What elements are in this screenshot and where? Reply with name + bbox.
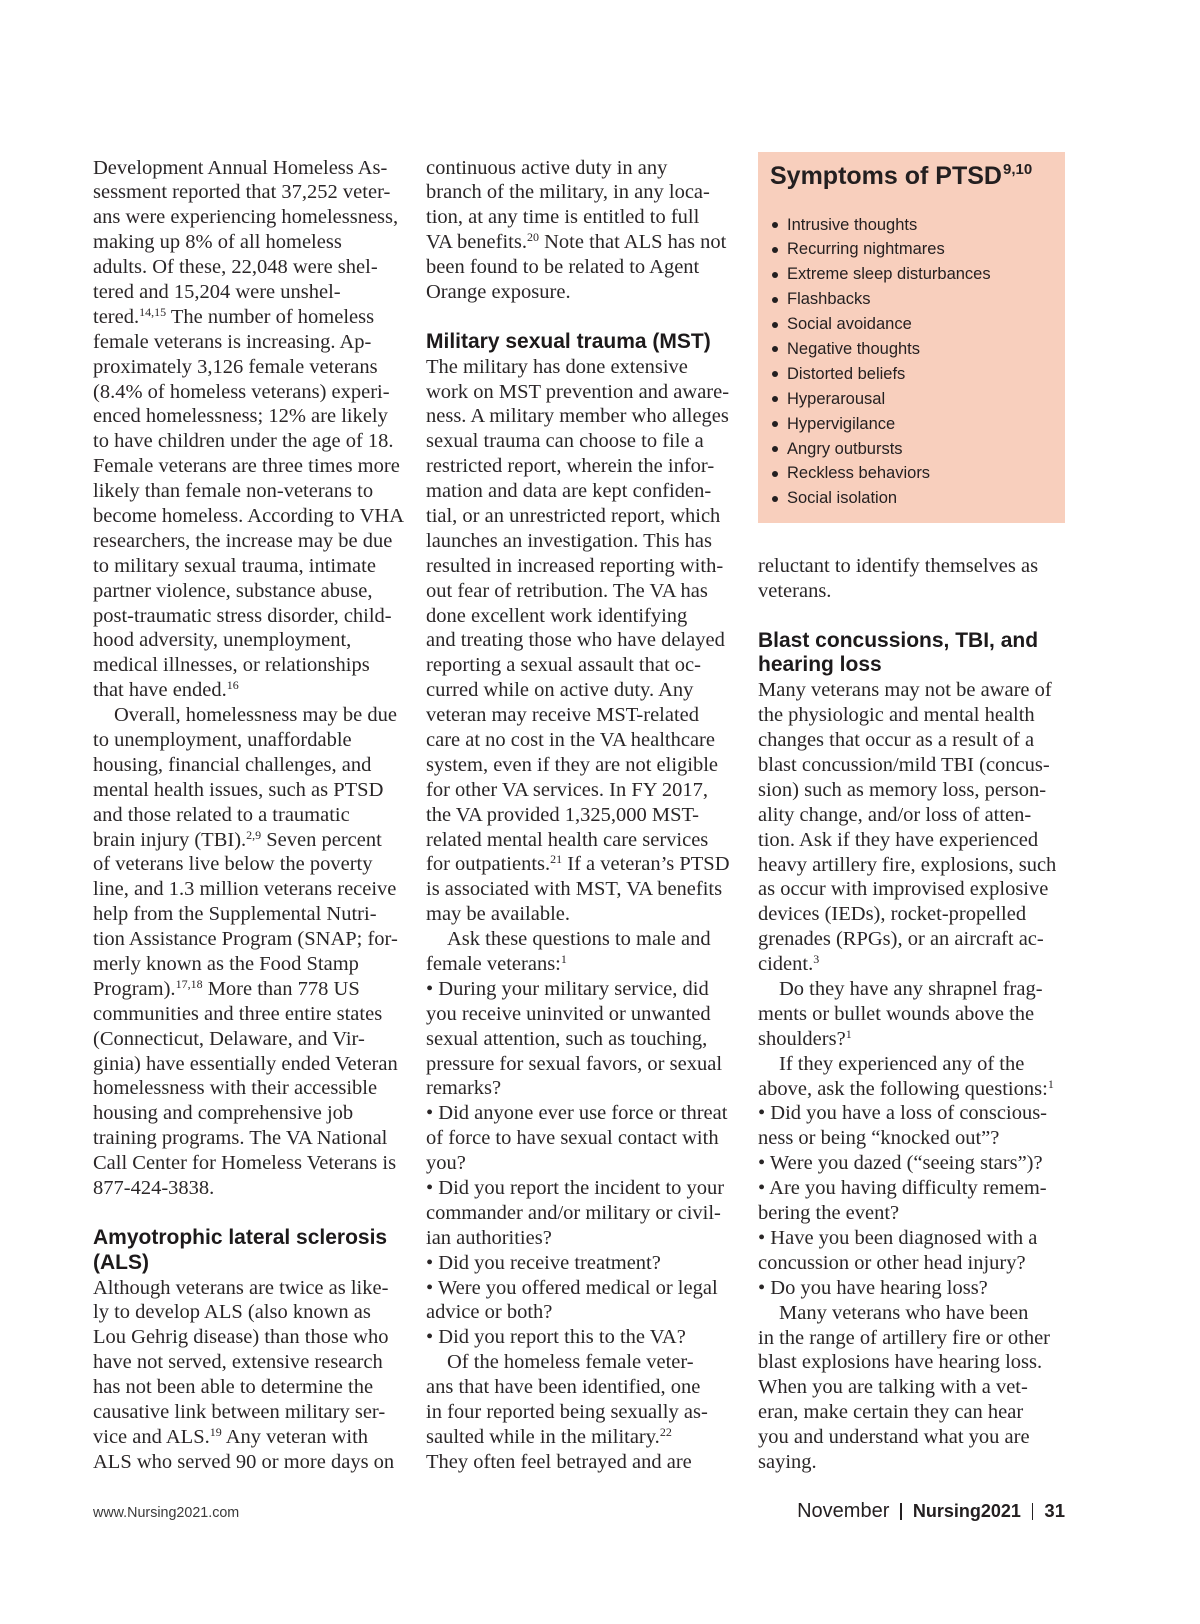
text-line: Overall, homelessness may be due <box>114 704 397 727</box>
text-line: Do they have any shrapnel frag- <box>779 978 1043 1001</box>
text-line: remarks? <box>426 1077 502 1100</box>
text-line: ments or bullet wounds above the <box>758 1002 1035 1025</box>
sidebar-title-text: Symptoms of PTSD <box>770 162 1002 190</box>
text-line: tial, or an unrestricted report, which <box>426 504 721 527</box>
question-item <box>426 1101 733 1176</box>
symptom-label: Intrusive thoughts <box>787 215 918 234</box>
question-item <box>426 977 733 1101</box>
text-line: of veterans live below the poverty <box>93 853 373 876</box>
text-line: sexual trauma can choose to file a <box>426 430 704 453</box>
text-line: • Were you dazed (“seeing stars”)? <box>758 1152 1043 1175</box>
text-line: tion Assistance Program (SNAP; for- <box>93 928 398 951</box>
text-line: Orange exposure. <box>426 280 571 303</box>
text-line: enced homelessness; 12% are likely <box>93 405 388 428</box>
text-line: eran, make certain they can hear <box>758 1401 1024 1424</box>
text-segment: More than 778 US <box>202 977 360 1000</box>
symptom-label: Social avoidance <box>787 315 912 334</box>
text-segment: cident. <box>758 953 814 976</box>
text-line: Lou Gehrig disease) than those who <box>93 1326 389 1349</box>
text-line: Development Annual Homeless As- <box>93 156 388 179</box>
question-item <box>758 1176 1065 1226</box>
question-item <box>426 1251 733 1276</box>
text-line: When you are talking with a vet- <box>758 1376 1028 1399</box>
paragraph <box>758 678 1065 977</box>
text-line: system, even if they are not eligible <box>426 753 719 776</box>
footer-month: November <box>797 1499 890 1522</box>
citation-superscript: 1 <box>1047 1076 1054 1091</box>
text-segment: Note that ALS has not <box>538 231 727 254</box>
bullet-icon <box>772 421 778 427</box>
question-item <box>758 1151 1065 1176</box>
blank-line <box>758 604 1065 629</box>
symptom-item <box>758 437 991 462</box>
blank-line <box>426 305 733 330</box>
text-line: out fear of retribution. The VA has <box>426 579 708 602</box>
text-line <box>426 230 733 255</box>
symptom-label: Hypervigilance <box>787 414 896 433</box>
text-line: blast concussion/mild TBI (concus- <box>758 754 1050 777</box>
text-line: Of the homeless female veter- <box>447 1351 694 1374</box>
text-line <box>758 1027 1065 1052</box>
text-line: changes that occur as a result of a <box>758 729 1035 752</box>
text-line: sexual attention, such as touching, <box>426 1027 708 1050</box>
text-line: commander and/or military or civil- <box>426 1201 721 1224</box>
text-line: likely than female non-veterans to <box>93 480 374 503</box>
text-segment: The number of homeless <box>166 305 375 328</box>
text-line: you and understand what you are <box>758 1426 1030 1449</box>
text-line <box>93 1425 400 1450</box>
question-item <box>758 1226 1065 1276</box>
citation-superscript: 19 <box>209 1424 222 1439</box>
text-line: ality change, and/or loss of atten- <box>758 803 1032 826</box>
text-line: has not been able to determine the <box>93 1376 374 1399</box>
citation-superscript: 2,9 <box>246 827 262 842</box>
text-line: Although veterans are twice as like- <box>93 1276 389 1299</box>
symptom-label: Recurring nightmares <box>787 240 945 259</box>
text-line <box>758 952 1065 977</box>
text-line: sessment reported that 37,252 veter- <box>93 181 391 204</box>
text-segment: VA benefits. <box>426 231 527 254</box>
text-line: tion. Ask if they have experienced <box>758 828 1039 851</box>
text-line: training programs. The VA National <box>93 1127 388 1150</box>
text-line: • Have you been diagnosed with a <box>758 1226 1038 1249</box>
bullet-icon <box>772 371 778 377</box>
citation-superscript: 16 <box>226 678 239 693</box>
question-item <box>758 1276 1065 1301</box>
text-line: for other VA services. In FY 2017, <box>426 778 709 801</box>
page-folio <box>797 1499 1065 1523</box>
symptom-label: Hyperarousal <box>787 389 886 408</box>
text-segment: tered. <box>93 305 140 328</box>
text-line: adults. Of these, 22,048 were shel- <box>93 256 378 279</box>
text-line: in four reported being sexually as- <box>426 1401 708 1424</box>
text-line: • During your military service, did <box>426 977 709 1000</box>
text-line <box>93 828 400 853</box>
text-line: restricted report, wherein the infor- <box>426 455 715 478</box>
text-line <box>93 678 400 703</box>
text-line: • Were you offered medical or legal <box>426 1276 718 1299</box>
text-line: Many veterans may not be aware of <box>758 679 1052 702</box>
paragraph <box>758 1301 1065 1475</box>
text-line: ness. A military member who alleges <box>426 405 729 428</box>
text-line: ness or being “knocked out”? <box>758 1127 1000 1150</box>
text-line: you? <box>426 1152 466 1175</box>
text-line: the VA provided 1,325,000 MST- <box>426 803 699 826</box>
symptom-item <box>758 237 991 262</box>
bullet-icon <box>772 346 778 352</box>
text-line: making up 8% of all homeless <box>93 231 342 254</box>
text-line: • Did you receive treatment? <box>426 1251 661 1274</box>
symptom-label: Negative thoughts <box>787 339 921 358</box>
text-column-2 <box>426 156 733 1475</box>
text-line: mation and data are kept confiden- <box>426 480 712 503</box>
citation-superscript: 17,18 <box>175 976 203 991</box>
text-line: and treating those who have delayed <box>426 629 725 652</box>
heading-line: Amyotrophic lateral sclerosis <box>93 1225 388 1249</box>
question-item <box>426 1325 733 1350</box>
text-line: • Are you having difficulty remem- <box>758 1177 1047 1200</box>
text-line: done excellent work identifying <box>426 604 688 627</box>
ptsd-symptoms-sidebar <box>758 152 1065 523</box>
text-line <box>426 952 733 977</box>
text-line: proximately 3,126 female veterans <box>93 355 378 378</box>
text-line: concussion or other head injury? <box>758 1251 1026 1274</box>
text-line: may be available. <box>426 903 571 926</box>
text-line: causative link between military ser- <box>93 1401 386 1424</box>
citation-superscript: 1 <box>845 1026 852 1041</box>
text-line: • Did you have a loss of conscious- <box>758 1102 1048 1125</box>
bullet-icon <box>772 446 778 452</box>
symptom-label: Social isolation <box>787 489 898 508</box>
symptom-item <box>758 262 991 287</box>
text-line: female veterans is increasing. Ap- <box>93 330 372 353</box>
bullet-icon <box>772 322 778 328</box>
text-line: to unemployment, unaffordable <box>93 728 352 751</box>
text-line: mental health issues, such as PTSD <box>93 778 384 801</box>
text-line <box>758 1077 1065 1102</box>
text-line: ans were experiencing homelessness, <box>93 206 399 229</box>
text-segment: If a veteran’s PTSD <box>562 853 730 876</box>
text-segment: female veterans: <box>426 953 561 975</box>
section-heading <box>93 1226 400 1276</box>
symptom-label: Distorted beliefs <box>787 364 906 383</box>
bullet-icon <box>772 247 778 253</box>
text-line: They often feel betrayed and are <box>426 1450 692 1473</box>
text-line: homelessness with their accessible <box>93 1077 378 1100</box>
text-segment: Any veteran with <box>221 1425 369 1448</box>
text-line: reporting a sexual assault that oc- <box>426 654 701 677</box>
text-line: devices (IEDs), rocket-propelled <box>758 903 1027 926</box>
text-segment: that have ended. <box>93 679 227 702</box>
symptom-item <box>758 486 991 511</box>
text-line: curred while on active duty. Any <box>426 679 694 702</box>
bullet-icon <box>772 396 778 402</box>
text-line: to have children under the age of 18. <box>93 430 394 453</box>
text-line: veterans. <box>758 579 832 602</box>
symptom-label: Angry outbursts <box>787 439 903 458</box>
question-item <box>426 1276 733 1326</box>
paragraph <box>426 156 733 305</box>
symptom-item <box>758 412 991 437</box>
text-line <box>93 305 400 330</box>
symptom-label: Flashbacks <box>787 290 871 309</box>
text-line: (8.4% of homeless veterans) experi- <box>93 380 390 403</box>
section-heading <box>758 629 1065 679</box>
text-line: advice or both? <box>426 1301 553 1324</box>
text-line <box>426 1425 733 1450</box>
text-line: tered and 15,204 were unshel- <box>93 280 341 303</box>
text-segment: saulted while in the military. <box>426 1425 660 1448</box>
bullet-icon <box>772 471 778 477</box>
text-line: (Connecticut, Delaware, and Vir- <box>93 1027 365 1050</box>
footer-divider <box>1032 1503 1034 1520</box>
heading-line: (ALS) <box>93 1250 149 1274</box>
citation-superscript: 14,15 <box>139 304 167 319</box>
symptom-item <box>758 461 991 486</box>
bullet-icon <box>772 222 778 228</box>
footer-divider <box>900 1503 902 1520</box>
citation-superscript: 1 <box>560 952 567 966</box>
text-line: as occur with improvised explosive <box>758 878 1049 901</box>
symptom-item <box>758 362 991 387</box>
text-line: post-traumatic stress disorder, child- <box>93 604 392 627</box>
text-line: heavy artillery fire, explosions, such <box>758 853 1057 876</box>
question-list <box>426 977 733 1350</box>
text-line: reluctant to identify themselves as <box>758 554 1039 577</box>
text-line: ALS who served 90 or more days on <box>93 1450 395 1473</box>
text-line: Many veterans who have been <box>779 1301 1029 1324</box>
text-line: Call Center for Homeless Veterans is <box>93 1152 397 1175</box>
text-line: help from the Supplemental Nutri- <box>93 903 377 926</box>
text-line: tion, at any time is entitled to full <box>426 206 700 229</box>
text-line: the physiologic and mental health <box>758 704 1035 727</box>
text-line: continuous active duty in any <box>426 156 668 179</box>
text-line: Ask these questions to male and <box>447 928 711 951</box>
text-line: medical illnesses, or relationships <box>93 654 370 677</box>
symptom-list <box>758 213 991 512</box>
text-line: work on MST prevention and aware- <box>426 380 730 403</box>
text-line: line, and 1.3 million veterans receive <box>93 878 397 901</box>
symptom-item <box>758 213 991 238</box>
text-line: housing and comprehensive job <box>93 1102 354 1125</box>
text-line: researchers, the increase may be due <box>93 529 393 552</box>
text-line: • Do you have hearing loss? <box>758 1276 988 1299</box>
footer-magazine: Nursing2021 <box>912 1500 1021 1521</box>
text-line: branch of the military, in any loca- <box>426 181 710 204</box>
text-line: • Did you report the incident to your <box>426 1177 725 1200</box>
text-line: grenades (RPGs), or an aircraft ac- <box>758 928 1044 951</box>
text-line: partner violence, substance abuse, <box>93 579 373 602</box>
paragraph <box>93 156 405 704</box>
citation-superscript: 22 <box>659 1424 672 1439</box>
text-segment: Program). <box>93 977 176 1000</box>
heading-line: Blast concussions, TBI, and <box>758 628 1039 652</box>
text-line: saying. <box>758 1450 817 1473</box>
text-line: resulted in increased reporting with- <box>426 554 724 577</box>
page-number: 31 <box>1044 1500 1065 1521</box>
text-line: blast explosions have hearing loss. <box>758 1351 1043 1374</box>
text-line: you receive uninvited or unwanted <box>426 1002 711 1025</box>
section-heading <box>426 330 733 355</box>
bullet-icon <box>772 272 778 278</box>
paragraph <box>426 355 733 927</box>
text-column-3 <box>758 554 1065 1475</box>
text-line: pressure for sexual favors, or sexual <box>426 1052 723 1075</box>
symptom-item <box>758 312 991 337</box>
text-segment: Seven percent <box>261 828 382 851</box>
text-line: 877-424-3838. <box>93 1177 215 1200</box>
heading-line: hearing loss <box>758 653 882 677</box>
symptom-item <box>758 287 991 312</box>
paragraph <box>758 554 1065 604</box>
text-line: housing, financial challenges, and <box>93 753 372 776</box>
text-segment: for outpatients. <box>426 853 551 876</box>
text-line: to military sexual trauma, intimate <box>93 554 376 577</box>
text-line: of force to have sexual contact with <box>426 1127 719 1150</box>
text-segment: above, ask the following questions: <box>758 1077 1048 1100</box>
text-column-1 <box>93 156 405 1475</box>
text-line: ans that have been identified, one <box>426 1376 701 1399</box>
text-segment: vice and ALS. <box>93 1425 210 1448</box>
citation-superscript: 20 <box>526 230 539 245</box>
blank-line <box>93 1201 400 1226</box>
text-line: ly to develop ALS (also known as <box>93 1301 371 1324</box>
bullet-icon <box>772 496 778 502</box>
question-item <box>426 1176 733 1251</box>
text-line: is associated with MST, VA benefits <box>426 878 723 901</box>
text-line: • Did anyone ever use force or threat <box>426 1102 728 1125</box>
text-line: ginia) have essentially ended Veteran <box>93 1052 398 1075</box>
symptom-item <box>758 337 991 362</box>
text-line: veteran may receive MST-related <box>426 704 700 727</box>
question-list <box>758 1101 1065 1300</box>
text-line: bering the event? <box>758 1202 900 1225</box>
text-line: in the range of artillery fire or other <box>758 1326 1050 1349</box>
text-line: • Did you report this to the VA? <box>426 1326 686 1349</box>
symptom-item <box>758 387 991 412</box>
citation-superscript: 3 <box>813 952 820 967</box>
text-line: sion) such as memory loss, person- <box>758 778 1047 801</box>
text-segment: brain injury (TBI). <box>93 828 247 851</box>
citation-superscript: 21 <box>550 852 563 867</box>
text-segment: shoulders? <box>758 1027 846 1050</box>
text-line: ian authorities? <box>426 1226 552 1249</box>
paragraph <box>93 1276 400 1475</box>
paragraph <box>758 1052 1065 1102</box>
symptom-label: Reckless behaviors <box>787 464 931 483</box>
footer-website: www.Nursing2021.com <box>93 1505 240 1521</box>
text-line <box>426 852 733 877</box>
text-line: been found to be related to Agent <box>426 256 700 279</box>
citation-superscript: 9,10 <box>1002 161 1033 178</box>
bullet-icon <box>772 297 778 303</box>
text-line: communities and three entire states <box>93 1002 383 1025</box>
text-line: care at no cost in the VA healthcare <box>426 728 715 751</box>
text-line: Female veterans are three times more <box>93 455 400 478</box>
text-line: merly known as the Food Stamp <box>93 953 359 975</box>
text-line: If they experienced any of the <box>779 1052 1025 1075</box>
paragraph <box>93 703 400 1201</box>
paragraph <box>426 1350 733 1474</box>
text-line: hood adversity, unemployment, <box>93 629 352 652</box>
paragraph <box>758 977 1065 1052</box>
text-line: become homeless. According to VHA <box>93 504 405 527</box>
symptom-label: Extreme sleep disturbances <box>787 265 991 284</box>
text-line: related mental health care services <box>426 828 709 851</box>
text-line: The military has done extensive <box>426 355 688 378</box>
text-line: and those related to a traumatic <box>93 803 350 826</box>
question-item <box>758 1101 1065 1151</box>
sidebar-title <box>770 161 1032 191</box>
text-line: launches an investigation. This has <box>426 529 712 552</box>
text-line <box>93 977 400 1002</box>
heading-line: Military sexual trauma (MST) <box>426 329 711 353</box>
paragraph <box>426 927 733 977</box>
text-line: have not served, extensive research <box>93 1351 383 1374</box>
